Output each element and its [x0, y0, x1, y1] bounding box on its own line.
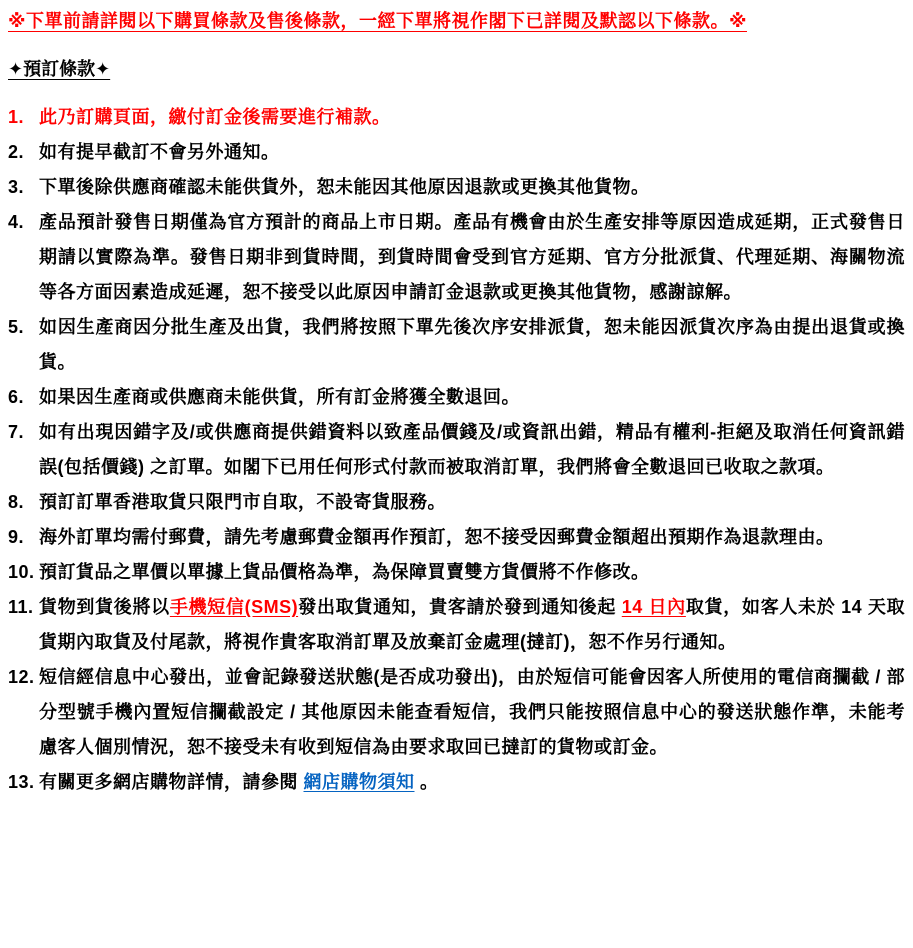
term-item-1 — [8, 100, 905, 135]
term-item-13 — [8, 765, 905, 800]
term-text: 如果因生產商或供應商未能供貨，所有訂金將獲全數退回。 — [39, 387, 520, 407]
term-text: 有關更多網店購物詳情，請參閱 網店購物須知 。 — [39, 772, 439, 792]
section-title-text: ✦預訂條款✦ — [8, 59, 111, 79]
term-item-5 — [8, 310, 905, 380]
term-text: 下單後除供應商確認未能供貨外，恕未能因其他原因退款或更換其他貨物。 — [39, 177, 650, 197]
term-text: 短信經信息中心發出，並會記錄發送狀態(是否成功發出)，由於短信可能會因客人所使用的電信商攔截 / 部分型號手機內置短信攔截設定 / 其他原因未能查看短信，我們只能按照信息中心的發送狀態作準，未能考慮客人個別情況，恕不接受未有收到短信為由要求取回已撻訂的貨物或訂金。 — [39, 667, 905, 757]
term-item-7 — [8, 415, 905, 485]
terms-header: ※下單前請詳閱以下購買條款及售後條款，一經下單將視作閣下已詳閱及默認以下條款。※ — [8, 11, 747, 31]
pickup-deadline-emphasis: 14 日內 — [621, 597, 686, 617]
term-number: 2. — [8, 142, 25, 162]
term-number: 12. — [8, 667, 35, 687]
shop-notice-link[interactable]: 網店購物須知 — [303, 772, 415, 792]
term-text: 預訂訂單香港取貨只限門市自取，不設寄貨服務。 — [39, 492, 446, 512]
section-title-preorder-terms — [8, 56, 905, 82]
term-item-12 — [8, 660, 905, 765]
term-number: 11. — [8, 597, 34, 617]
term-item-6 — [8, 380, 905, 415]
sms-emphasis: 手機短信(SMS) — [169, 597, 299, 617]
term-item-10 — [8, 555, 905, 590]
term-number: 13. — [8, 772, 35, 792]
term-item-8 — [8, 485, 905, 520]
term-number: 8. — [8, 492, 25, 512]
term-number: 6. — [8, 387, 25, 407]
term-text: 預訂貨品之單價以單據上貨品價格為準，為保障買賣雙方貨價將不作修改。 — [39, 562, 650, 582]
term-item-11 — [8, 590, 905, 660]
term-text: 如有提早截訂不會另外通知。 — [39, 142, 280, 162]
term-number: 10. — [8, 562, 35, 582]
term-text: 如有出現因錯字及/或供應商提供錯資料以致產品價錢及/或資訊出錯，精品有權利-拒絕及取消任何資訊錯誤(包括價錢) 之訂單。如閣下已用任何形式付款而被取消訂單，我們將會全數退回已收取之款項。 — [39, 422, 905, 477]
terms-list — [8, 100, 905, 800]
term-text: 產品預計發售日期僅為官方預計的商品上市日期。產品有機會由於生產安排等原因造成延期，正式發售日期請以實際為準。發售日期非到貨時間，到貨時間會受到官方延期、官方分批派貨、代理延期、海關物流等各方面因素造成延遲，恕不接受以此原因申請訂金退款或更換其他貨物，感謝諒解。 — [39, 212, 905, 302]
term-item-3 — [8, 170, 905, 205]
term-number: 9. — [8, 527, 25, 547]
term-text: 貨物到貨後將以手機短信(SMS)發出取貨通知，貴客請於發到通知後起 14 日內取貨，如客人未於 14 天取貨期內取貨及付尾款，將視作貴客取消訂單及放棄訂金處理(撻訂)，恕不作另行通知。 — [39, 597, 906, 652]
term-number: 5. — [8, 317, 25, 337]
term-number: 1. — [8, 107, 25, 127]
term-item-9 — [8, 520, 905, 555]
term-text: 如因生產商因分批生產及出貨，我們將按照下單先後次序安排派貨，恕未能因派貨次序為由提出退貨或換貨。 — [39, 317, 905, 372]
term-text: 海外訂單均需付郵費，請先考慮郵費金額再作預訂，恕不接受因郵費金額超出預期作為退款理由。 — [39, 527, 835, 547]
term-number: 3. — [8, 177, 25, 197]
term-item-4 — [8, 205, 905, 310]
term-number: 4. — [8, 212, 25, 232]
term-item-2 — [8, 135, 905, 170]
term-number: 7. — [8, 422, 25, 442]
term-text: 此乃訂購頁面，繳付訂金後需要進行補款。 — [39, 107, 391, 127]
